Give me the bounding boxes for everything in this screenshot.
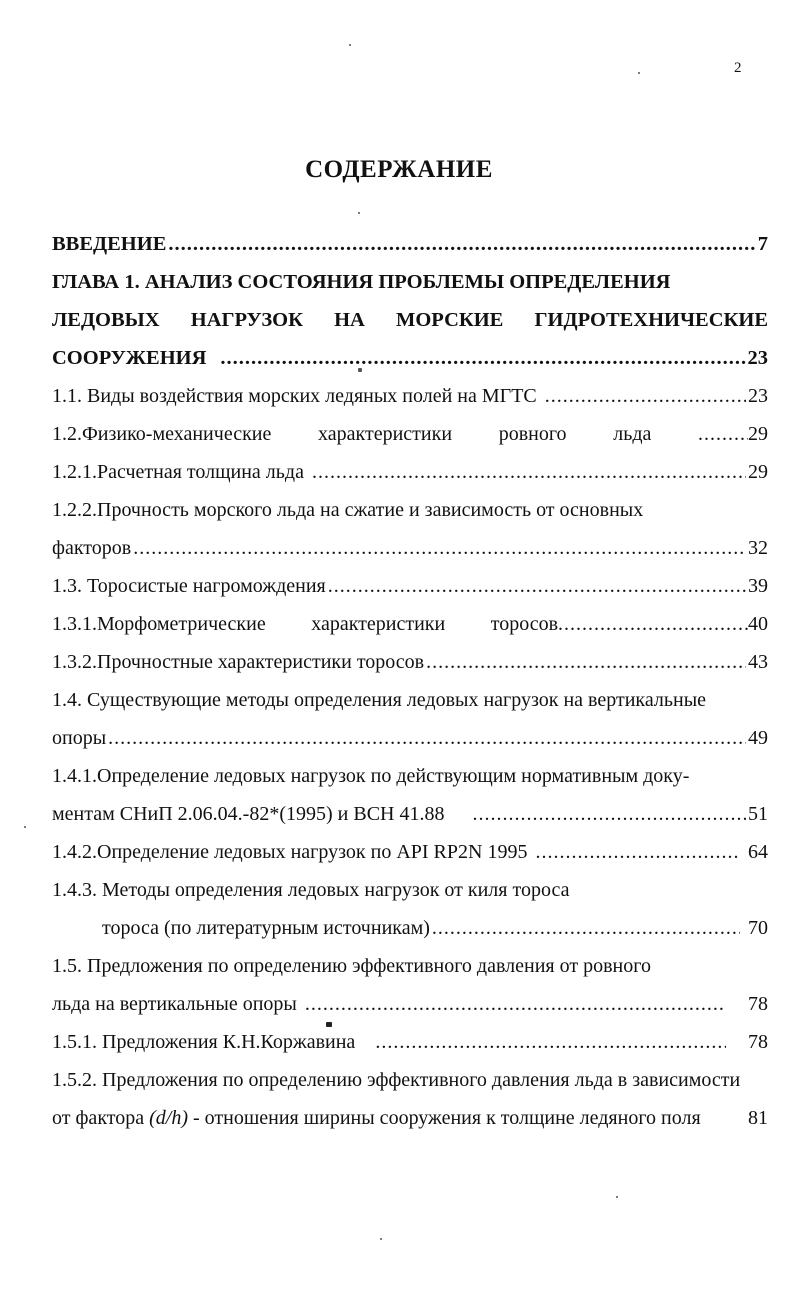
word: 1.3.1.Морфометрические (52, 613, 266, 635)
toc-page: 32 (748, 537, 768, 559)
toc-page: 49 (748, 727, 768, 749)
toc-leader (473, 800, 747, 828)
toc-entry-1-2-2-line1[interactable]: 1.2.2.Прочность морского льда на сжатие и зависимость от основных (52, 499, 644, 521)
word: ЛЕДОВЫХ (52, 309, 160, 331)
word: характеристики (311, 613, 446, 635)
toc-page: 43 (748, 651, 768, 673)
toc-entry-text: СООРУЖЕНИЯ (52, 347, 207, 369)
toc-leader (545, 382, 746, 410)
toc-page: 78 (748, 1031, 768, 1053)
toc-leader (220, 344, 745, 372)
toc-leader (328, 572, 746, 600)
toc-leader (535, 838, 740, 866)
toc-entry-1-4-2[interactable] (52, 838, 768, 866)
toc-page: 23 (747, 347, 768, 369)
toc-entry-text: факторов (52, 537, 132, 559)
scan-speck (326, 1022, 332, 1027)
toc-entry-text: ментам СНиП 2.06.04.-82*(1995) и ВСН 41.88 (52, 803, 445, 825)
toc-leader (312, 458, 746, 486)
toc-entry-text: тороса (по литературным источникам) (102, 917, 430, 939)
toc-leader (375, 1028, 726, 1056)
toc-leader (426, 648, 746, 676)
toc-entry-1-4-line2[interactable] (52, 724, 768, 752)
word: МОРСКИЕ (396, 309, 504, 331)
scan-speck (638, 72, 640, 74)
toc-leader (168, 230, 755, 258)
toc-entry-1-2[interactable] (52, 420, 768, 448)
toc-entry-1-3-1[interactable] (52, 610, 768, 638)
toc-page: 29 (748, 423, 769, 445)
toc-entry-1-2-1[interactable] (52, 458, 768, 486)
scan-speck (358, 368, 362, 372)
toc-entry-1-2-2-line2[interactable] (52, 534, 768, 562)
scan-speck (616, 1196, 618, 1198)
toc-chapter-1-line1[interactable]: ГЛАВА 1. АНАЛИЗ СОСТОЯНИЯ ПРОБЛЕМЫ ОПРЕДЕЛЕНИЯ (52, 271, 671, 293)
toc-page: 39 (748, 575, 768, 597)
toc-page: 64 (748, 841, 768, 863)
toc-entry-1-3[interactable] (52, 572, 768, 600)
toc-chapter-1-line2[interactable] (52, 306, 768, 334)
toc-entry-1-4-line1[interactable]: 1.4. Существующие методы определения ледовых нагрузок на вертикальные (52, 689, 707, 711)
toc-entry-text: - отношения ширины сооружения к толщине ледяного поля (188, 1107, 701, 1129)
toc-leader (432, 914, 740, 942)
toc-entry-1-4-3-line1[interactable]: 1.4.3. Методы определения ледовых нагрузок от киля тороса (52, 879, 570, 901)
toc-entry-1-4-3-line2[interactable] (102, 914, 768, 942)
toc-entry-text: 1.1. Виды воздействия морских ледяных полей на МГТС (52, 385, 537, 407)
toc-chapter-1-line3[interactable] (52, 344, 768, 372)
toc-entry-1-5-line1[interactable]: 1.5. Предложения по определению эффективного давления от ровного (52, 955, 651, 977)
word: ГИДРОТЕХНИЧЕСКИЕ (534, 309, 768, 331)
toc-entry-1-1[interactable] (52, 382, 768, 410)
toc-entry-intro[interactable] (52, 230, 768, 258)
toc-page: 29 (748, 461, 768, 483)
toc-entry-1-5-2-line1[interactable]: 1.5.2. Предложения по определению эффективного давления льда в зависимости (52, 1069, 741, 1091)
toc-entry-text: 1.3. Торосистые нагромождения (52, 575, 326, 597)
toc-entry-text: 1.3.2.Прочностные характеристики торосов (52, 651, 425, 673)
toc-page: 40 (748, 613, 769, 635)
toc-leader (108, 724, 746, 752)
toc-page: 81 (748, 1107, 768, 1129)
toc-entry-1-4-1-line2[interactable] (52, 800, 768, 828)
toc-entry-text: льда на вертикальные опоры (52, 993, 297, 1015)
toc-entry-text: 1.2.1.Расчетная толщина льда (52, 461, 304, 483)
scan-speck (358, 212, 360, 214)
scan-speck (380, 1238, 382, 1240)
word: 1.2.Физико-механические (52, 423, 272, 445)
toc-entry-text: 1.4.2.Определение ледовых нагрузок по API RP2N 1995 (52, 841, 528, 863)
word: ровного (498, 423, 567, 445)
toc-leader (698, 420, 748, 448)
toc-entry-text: опоры (52, 727, 107, 749)
toc-entry-formula: (d/h) (149, 1107, 189, 1129)
toc-entry-1-5-line2[interactable] (52, 990, 768, 1018)
word: льда (613, 423, 652, 445)
scan-speck (349, 44, 351, 46)
toc-leader (305, 990, 726, 1018)
word: НА (334, 309, 365, 331)
toc-page: 51 (748, 803, 768, 825)
toc-entry-text: ВВЕДЕНИЕ (52, 233, 167, 255)
toc-page: 70 (748, 917, 768, 939)
scan-speck (24, 826, 26, 828)
toc-leader (133, 534, 746, 562)
page-number: 2 (734, 60, 742, 76)
toc-entry-1-5-2-line2[interactable] (52, 1104, 768, 1132)
toc-entry-1-4-1-line1[interactable]: 1.4.1.Определение ледовых нагрузок по действующим нормативным доку- (52, 765, 690, 787)
toc-entry-text: от фактора (52, 1107, 150, 1129)
toc-page: 78 (748, 993, 768, 1015)
toc-page: 23 (748, 385, 768, 407)
word: торосов (490, 613, 559, 635)
word: характеристики (318, 423, 453, 445)
page-title: СОДЕРЖАНИЕ (305, 156, 493, 183)
toc-leader (558, 610, 748, 638)
toc-entry-text: 1.5.1. Предложения К.Н.Коржавина (52, 1031, 356, 1053)
toc-entry-1-3-2[interactable] (52, 648, 768, 676)
toc-page: 7 (757, 233, 768, 255)
word: НАГРУЗОК (190, 309, 303, 331)
toc-entry-1-5-1[interactable] (52, 1028, 768, 1056)
